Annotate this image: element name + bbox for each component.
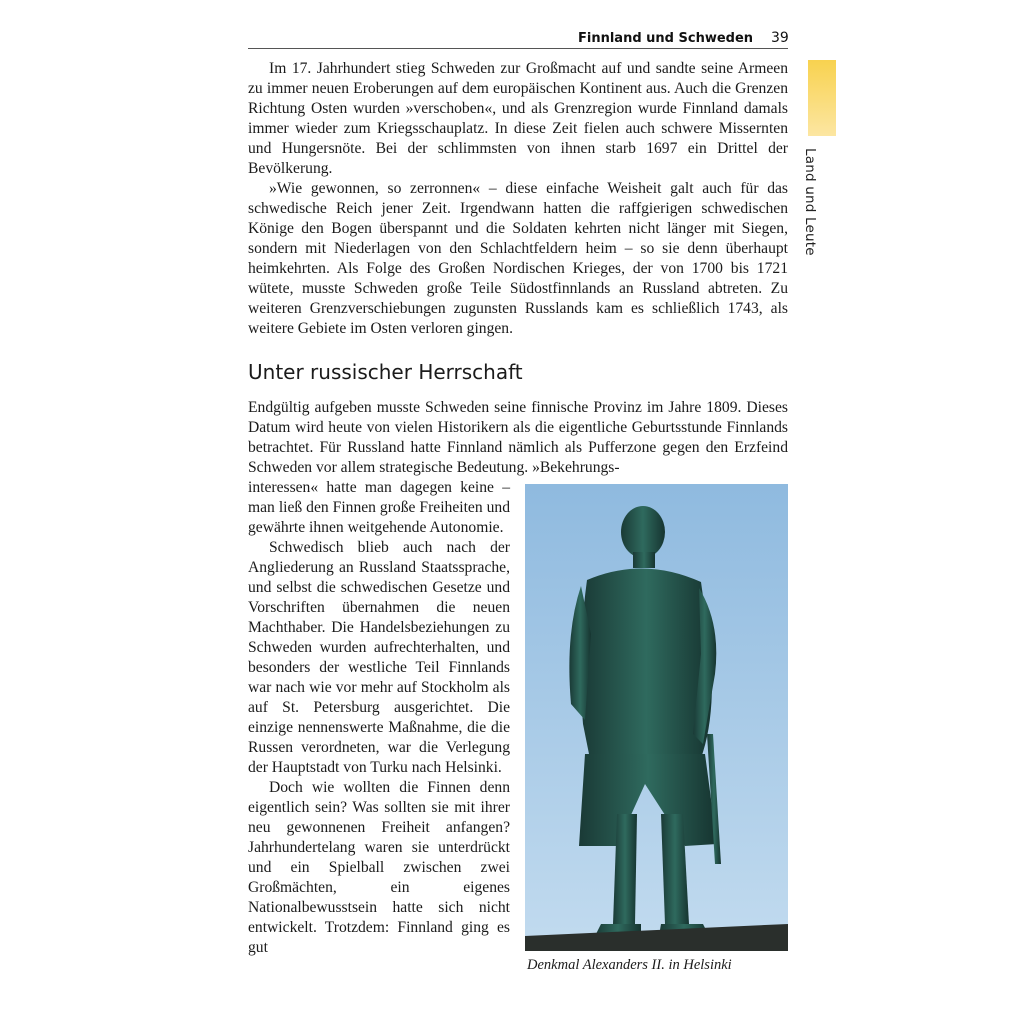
paragraph: interessen« hatte man dagegen keine – man ließ den Finnen große Freiheiten und gewährte ihnen weitgehende Autonomie.	[248, 479, 510, 536]
paragraph: Doch wie wollten die Finnen denn eigentlich sein? Was sollten sie mit ihrer neu gewonnenen Freiheit anfangen? Jahrhundertelang waren sie unterdrückt und ein Spielball zwischen zwei Großmächten, ein eigenes Nationalbewusstsein hatte sich nicht entwickelt. Trotzdem: Finnland ging es gut	[248, 779, 510, 956]
paragraph: »Wie gewonnen, so zerronnen« – diese einfache Weisheit galt auch für das schwedische Reich jener Zeit. Irgendwann hatten die raffgierigen schwedischen Könige den Bogen überspannt und die Soldaten kehrten nicht länger mit Siegen, sondern mit Niederlagen von den Schlachtfeldern heim – so sie denn überhaupt heimkehrten. Als Folge des Großen Nordischen Krieges, der von 1700 bis 1721 wütete, musste Schweden große Teile Südostfinnlands an Russland abtreten. Zu weiteren Grenzverschiebungen zugunsten Russlands kam es schließlich 1743, als weitere Gebiete im Osten verloren gingen.	[248, 180, 788, 337]
statue-photo	[525, 484, 788, 951]
paragraph: Im 17. Jahrhundert stieg Schweden zur Großmacht auf und sandte seine Armeen zu immer neuen Eroberungen auf dem europäischen Kontinent aus. Auch die Grenzen Richtung Osten wurden »verschoben«, und als Grenzregion wurde Finnland damals immer wieder zum Kriegsschauplatz. In diese Zeit fielen auch schwere Missernten und Hungersnöte. Bei der schlimmsten von ihnen starb 1697 ein Drittel der Bevölkerung.	[248, 60, 788, 177]
narrow-text-column	[248, 478, 510, 958]
header-rule	[248, 48, 788, 49]
section-lead-text	[248, 398, 788, 478]
page-number: 39	[771, 30, 789, 46]
paragraph: Endgültig aufgeben musste Schweden seine finnische Provinz im Jahre 1809. Dieses Datum wird heute von vielen Historikern als die eigentliche Geburtsstunde Finnlands betrachtet. Für Russland hatte Finnland nämlich als Pufferzone gegen den Erzfeind Schweden vor allem strategische Bedeutung. »Bekehrungs-	[248, 399, 788, 476]
paragraph: Schwedisch blieb auch nach der Angliederung an Russland Staatssprache, und selbst die schwedischen Gesetze und Vorschriften übernahmen die neuen Machthaber. Die Handelsbeziehungen zu Schweden wurden aufrechterhalten, und besonders der westliche Teil Finnlands war nach wie vor mehr auf Stockholm als auf St. Petersburg ausgerichtet. Die einzige nennenswerte Maßnahme, die die Russen verordneten, war die Verlegung der Hauptstadt von Turku nach Helsinki.	[248, 539, 510, 776]
chapter-tab-marker	[808, 60, 836, 136]
section-heading: Unter russischer Herrschaft	[248, 360, 523, 384]
photo-caption: Denkmal Alexanders II. in Helsinki	[527, 957, 732, 973]
chapter-tab-label: Land und Leute	[802, 148, 818, 256]
running-header-title: Finnland und Schweden	[578, 31, 754, 46]
intro-text-block	[248, 59, 788, 339]
